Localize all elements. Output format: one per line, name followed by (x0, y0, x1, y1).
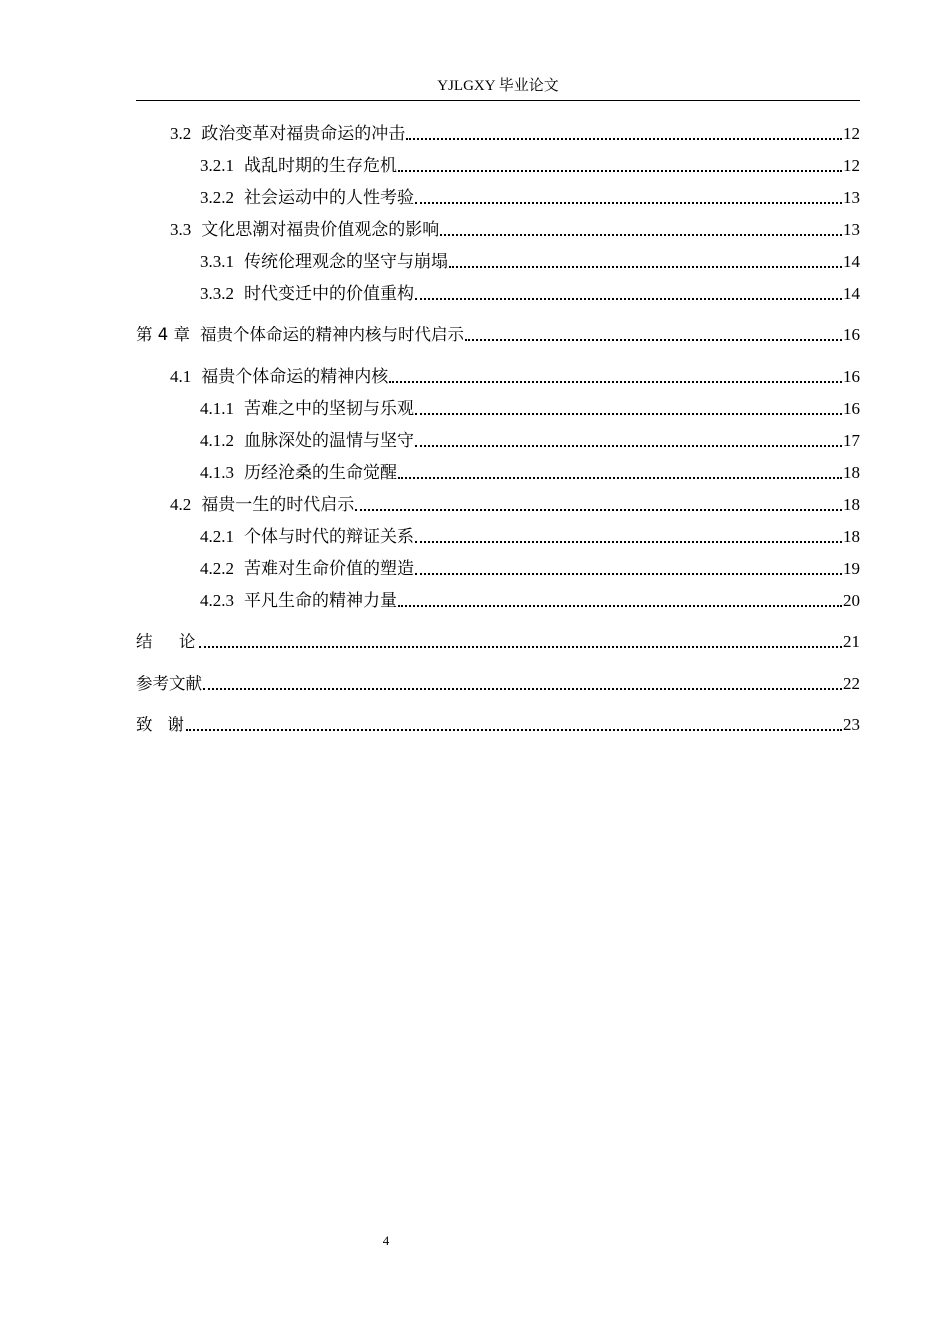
toc-entry-3-3-2[interactable] (200, 281, 860, 305)
toc-entry-3-2[interactable] (170, 121, 860, 145)
toc-dot-leader (186, 729, 842, 731)
toc-entry-title: 致谢 (136, 715, 199, 734)
toc-page-number: 12 (843, 124, 860, 143)
toc-dot-leader (415, 202, 842, 204)
toc-entry-title: 战乱时期的生存危机 (244, 156, 397, 175)
toc-entry-3-3-1[interactable] (200, 249, 860, 273)
toc-entry-number: 4.1 (170, 367, 192, 386)
toc-entry-3-2-2[interactable] (200, 185, 860, 209)
toc-page-number: 18 (843, 463, 860, 482)
toc-page-number: 12 (843, 156, 860, 175)
toc-dot-leader (203, 688, 842, 690)
toc-dot-leader (199, 646, 842, 648)
toc-entry-number: 3.3.2 (200, 284, 234, 303)
toc-entry-title: 政治变革对福贵命运的冲击 (201, 124, 406, 143)
toc-page-number: 16 (843, 325, 860, 344)
toc-entry-3-3[interactable] (170, 217, 860, 241)
toc-entry-title: 福贵一生的时代启示 (201, 495, 355, 514)
toc-dot-leader (415, 445, 842, 447)
toc-entry-title: 平凡生命的精神力量 (244, 591, 397, 610)
toc-entry-number: 第 4 章 (136, 325, 190, 344)
toc-page-number: 19 (843, 559, 860, 578)
toc-entry-number: 4.1.2 (200, 431, 234, 450)
toc-entry-number: 3.2.2 (200, 188, 234, 207)
toc-page-number: 16 (843, 367, 860, 386)
toc-dot-leader (415, 298, 842, 300)
toc-dot-leader (440, 234, 842, 236)
toc-entry-title: 个体与时代的辩证关系 (244, 527, 414, 546)
toc-entry-number: 4.2.1 (200, 527, 234, 546)
toc-page-number: 23 (843, 715, 860, 734)
toc-entry-number: 4.1.1 (200, 399, 234, 418)
toc-entry-number: 3.3 (170, 220, 192, 239)
toc-dot-leader (398, 605, 842, 607)
toc-entry-chapter-4[interactable] (136, 322, 860, 346)
toc-entry-number: 4.2.2 (200, 559, 234, 578)
toc-dot-leader (389, 381, 842, 383)
toc-entry-number: 3.3.1 (200, 252, 234, 271)
toc-entry-4-1-2[interactable] (200, 428, 860, 452)
toc-entry-number: 3.2 (170, 124, 192, 143)
toc-dot-leader (465, 339, 842, 341)
toc-page-number: 17 (843, 431, 860, 450)
toc-page-number: 16 (843, 399, 860, 418)
toc-entry-title: 时代变迁中的价值重构 (244, 284, 414, 303)
toc-dot-leader (406, 138, 842, 140)
toc-dot-leader (449, 266, 842, 268)
toc-entry-3-2-1[interactable] (200, 153, 860, 177)
toc-dot-leader (415, 573, 842, 575)
toc-page-number: 22 (843, 674, 860, 693)
toc-entry-number: 4.2.3 (200, 591, 234, 610)
toc-entry-4-1-3[interactable] (200, 460, 860, 484)
toc-entry-title: 传统伦理观念的坚守与崩塌 (244, 252, 448, 271)
table-of-contents (136, 0, 860, 760)
toc-page-number: 21 (843, 632, 860, 651)
toc-page-number: 18 (843, 527, 860, 546)
toc-entry-title: 福贵个体命运的精神内核 (201, 367, 389, 386)
page-header: YJLGXY 毕业论文 (437, 78, 559, 94)
toc-entry-title: 福贵个体命运的精神内核与时代启示 (200, 325, 464, 344)
toc-entry-number: 4.1.3 (200, 463, 234, 482)
toc-dot-leader (415, 541, 842, 543)
toc-entry-4-2-2[interactable] (200, 556, 860, 580)
toc-entry-title: 历经沧桑的生命觉醒 (244, 463, 397, 482)
toc-entry-4-1[interactable] (170, 364, 860, 388)
toc-page-number: 18 (843, 495, 860, 514)
footer-page-number: 4 (382, 1233, 390, 1248)
toc-entry-4-2-1[interactable] (200, 524, 860, 548)
toc-entry-conclusion[interactable] (136, 629, 860, 653)
toc-dot-leader (415, 413, 842, 415)
toc-page-number: 13 (843, 188, 860, 207)
toc-entry-title: 参考文献 (136, 674, 202, 693)
toc-entry-title: 结论 (136, 632, 222, 651)
toc-entry-4-2[interactable] (170, 492, 860, 516)
toc-entry-title: 社会运动中的人性考验 (244, 188, 414, 207)
toc-dot-leader (398, 170, 842, 172)
toc-page-number: 14 (843, 284, 860, 303)
toc-entry-4-2-3[interactable] (200, 588, 860, 612)
toc-page-number: 13 (843, 220, 860, 239)
toc-entry-title: 血脉深处的温情与坚守 (244, 431, 414, 450)
toc-dot-leader (398, 477, 842, 479)
toc-page-number: 20 (843, 591, 860, 610)
toc-entry-title: 苦难之中的坚韧与乐观 (244, 399, 414, 418)
toc-entry-number: 4.2 (170, 495, 192, 514)
toc-page-number: 14 (843, 252, 860, 271)
toc-dot-leader (355, 509, 842, 511)
toc-entry-number: 3.2.1 (200, 156, 234, 175)
toc-entry-4-1-1[interactable] (200, 396, 860, 420)
toc-entry-references[interactable] (136, 671, 860, 695)
toc-entry-acknowledgements[interactable] (136, 712, 860, 736)
toc-entry-title: 苦难对生命价值的塑造 (244, 559, 414, 578)
toc-entry-title: 文化思潮对福贵价值观念的影响 (201, 220, 440, 239)
